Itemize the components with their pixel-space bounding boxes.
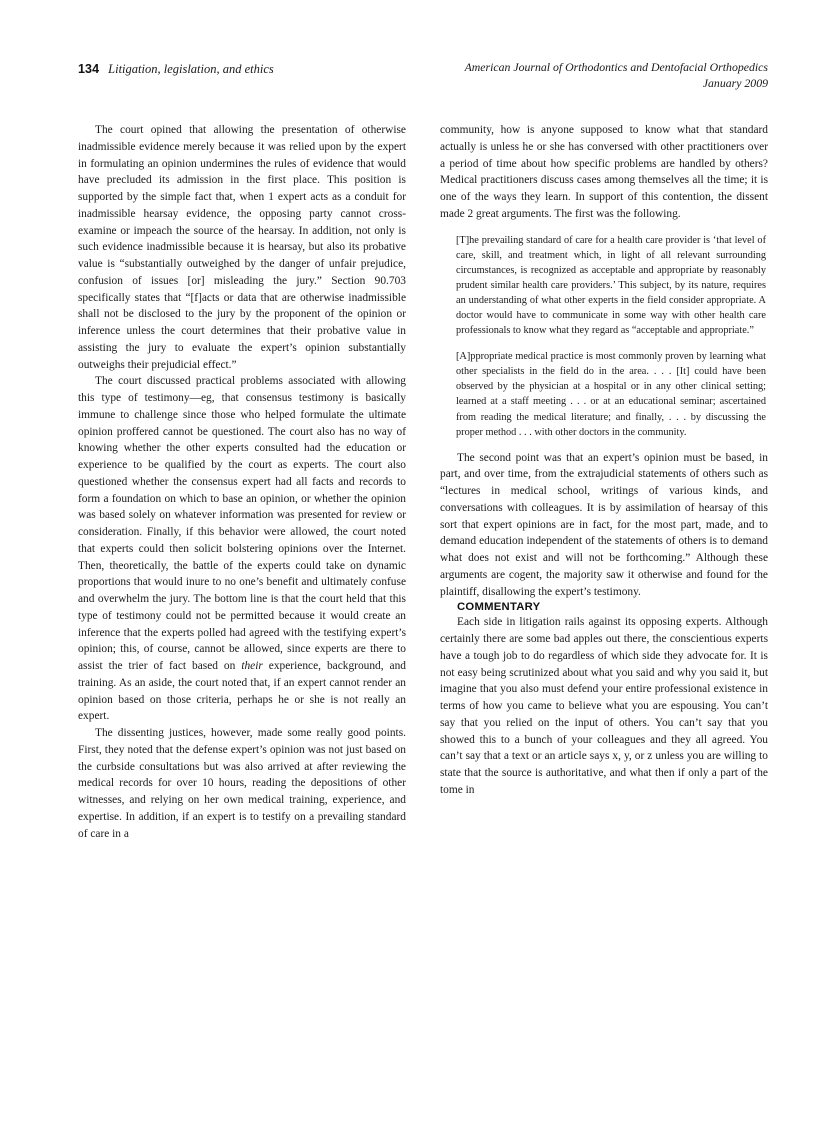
- block-quotation: [440, 233, 768, 440]
- quote-paragraph: [A]ppropriate medical practice is most commonly proven by learning what other specialists in the field do in the area. . . . [It] could have been observed by the physician at a hospital or in any other clinical setting; learned at a staff meeting . . . or at an educational seminar; ascertained from reading the medical literature; and finally, . . . by discussing the proper method . . . with other doctors in the community.: [456, 351, 766, 438]
- paragraph: Each side in litigation rails against its opposing experts. Although certainly there are some bad apples out there, the conscientious experts have a tough job to do regardless of which side they advocate for. It is not easy being scrutinized about what you said and why you said it, but imagine that you also must defend your entire professional existence in terms of how you came to believe what you are espousing. You can’t say that you relied on the input of others. You can’t say that you showed this to a bunch of your colleagues and they all agreed. You can’t say that a text or an article says x, y, or z unless you are willing to state that the source is authoritative, and what then if only a part of the tome in: [440, 616, 768, 796]
- running-head-left: [78, 60, 274, 78]
- running-head: [78, 60, 768, 100]
- page-number: 134: [78, 62, 100, 76]
- paragraph: The dissenting justices, however, made some really good points. First, they noted that the defense expert’s opinion was not just based on the curbside consultations but was also arrived at after reviewing the medical records for over 10 hours, reading the depositions of other witnesses, and relying on her own medical training, experience, and expertise. In addition, if an expert is to testify on a prevailing standard of care in a: [78, 727, 406, 840]
- paragraph: [78, 373, 406, 725]
- running-head-right: [465, 60, 768, 91]
- paragraph: The court opined that allowing the presentation of otherwise inadmissible evidence merely because it was relied upon by the expert in formulating an opinion undermines the rules of evidence that would have precluded its admission in the first place. This position is supported by the simple fact that, when 1 expert acts as a conduit for inadmissible hearsay evidence, the opposing party cannot cross-examine or impeach the source of the hearsay. In addition, not only is such evidence inadmissible because it is hearsay, but also its probative value is “substantially outweighed by the danger of unfair prejudice, confusion of issues [or] misleading the jury.” Section 90.703 specifically states that “[f]acts or data that are otherwise inadmissible shall not be disclosed to the jury by the proponent of the opinion or inference unless the court determines that their probative value in assisting the jury to evaluate the expert’s opinion substantially outweighs their prejudicial effect.”: [78, 124, 406, 371]
- paragraph: community, how is anyone supposed to know what that standard actually is unless he or she has conversed with other practitioners over a period of time about how specific problems are handled by others? Medical practitioners discuss cases among themselves all the time; it is one of the ways they learn. In support of this contention, the dissent made 2 great arguments. The first was the following.: [440, 124, 768, 220]
- paragraph-part-2: experience, background, and training. As an aside, the court noted that, if an expert cannot render an opinion based on those criteria, perhaps he or she is not really an expert.: [78, 660, 407, 723]
- section-heading-commentary: COMMENTARY: [457, 601, 541, 614]
- right-column: [440, 122, 768, 799]
- paragraph-part-1: The court discussed practical problems associated with allowing this type of testimony—eg, that consensus testimony is basically immune to challenge since those who helped formulate the ultimate opinion proffered cannot be questioned. The court also has no way of knowing whether the other experts consulted had the education or experience to be qualified by the court as experts. The court also questioned whether the consensus expert had all facts and records to form a foundation on which to base an opinion, or whether the opinion was based solely on whatever information was presented for review or consideration. Finally, if this behavior were allowed, the court noted that experts could then solicit bolstering opinions over the Internet. Then, theoretically, the battle of the experts could take on dynamic proportions that would inure to no one’s benefit and ultimately confuse and overwhelm the jury. The bottom line is that the court held that this type of testimony could not be permitted because it would create an inference that the experts polled had agreed with the testifying expert’s opinion; this, of course, cannot be allowed, since experts are there to assist the trier of fact based on: [78, 375, 406, 672]
- quote-paragraph: [T]he prevailing standard of care for a health care provider is ‘that level of care, skill, and treatment which, in light of all relevant surrounding circumstances, is recognized as acceptable and appropriate by reasonably prudent similar health care providers.’ This subject, by its nature, requires an understanding of what other experts in the field consider appropriate. A doctor would have to communicate in some way with other health care professionals to know what they regard as “acceptable and appropriate.”: [456, 234, 766, 337]
- paragraph: The second point was that an expert’s opinion must be based, in part, and over time, from the extrajudicial statements of others such as “lectures in medical school, writings of various kinds, and conversations with colleagues. It is by assimilation of hearsay of this sort that expert opinions are in fact, for the most part, made, and to demand education independent of the statements of others is to demand what does not exist and will not be forthcoming.” Although these arguments are cogent, the majority saw it otherwise and found for the plaintiff, disallowing the expert’s testimony.: [440, 451, 768, 598]
- journal-name: American Journal of Orthodontics and Dentofacial Orthopedics: [464, 60, 768, 74]
- emphasis-their: their: [241, 660, 263, 672]
- left-column: [78, 122, 406, 842]
- issue-date: January 2009: [702, 75, 768, 90]
- section-title: Litigation, legislation, and ethics: [108, 62, 274, 76]
